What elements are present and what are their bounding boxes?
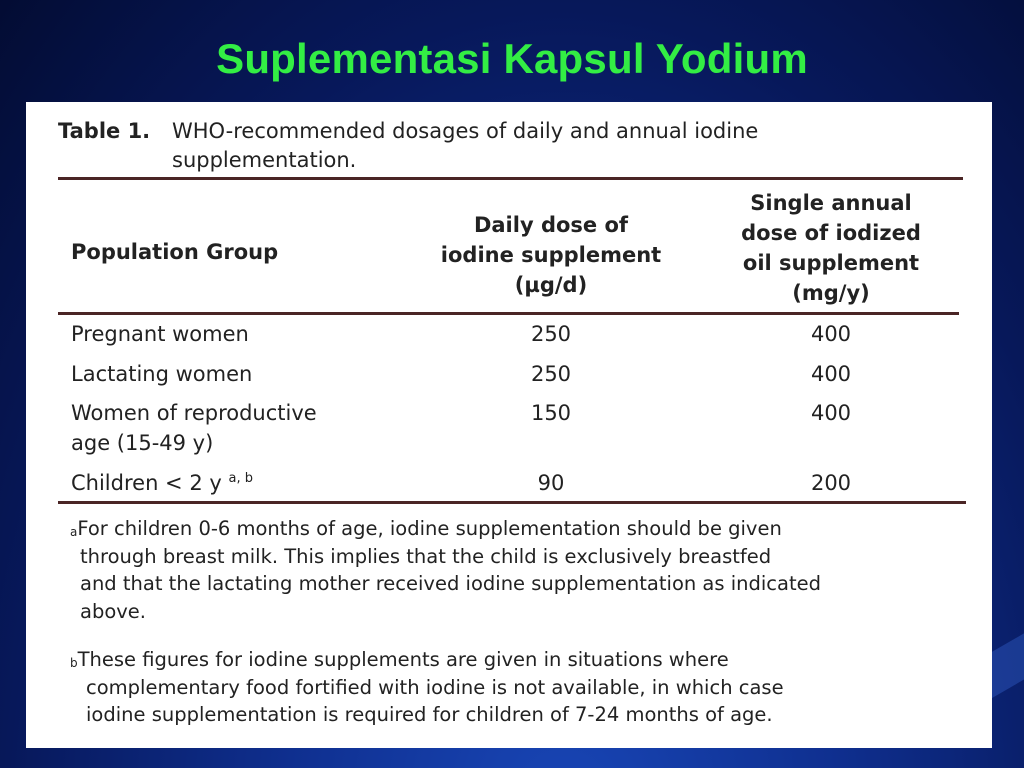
header-annual-dose — [706, 188, 956, 308]
footnote-mark: b — [70, 656, 78, 670]
cell-population — [71, 468, 401, 498]
footnote-line: complementary food fortified with iodine is not available, in which case — [86, 675, 784, 699]
cell-annual-dose: 400 — [810, 322, 852, 346]
header-daily-line: Daily dose of — [473, 213, 629, 237]
header-annual-line: (mg/y) — [792, 281, 870, 305]
caption-label: Table 1. — [58, 119, 151, 143]
footnote-a — [70, 515, 970, 625]
header-annual-line: oil supplement — [742, 251, 920, 275]
top-rule — [58, 177, 963, 180]
header-annual-line: Single annual — [750, 191, 912, 215]
footnote-line — [70, 515, 970, 543]
cell-annual-dose: 400 — [810, 401, 852, 425]
header-daily-line: iodine supplement — [440, 243, 662, 267]
cell-population-line: Women of reproductive — [71, 401, 317, 425]
table-panel — [26, 102, 992, 748]
bottom-rule — [58, 501, 966, 504]
header-rule — [58, 312, 959, 315]
header-population-group: Population Group — [71, 240, 279, 264]
table-caption — [58, 117, 958, 175]
cell-population — [71, 398, 401, 458]
footnote-line: iodine supplementation is required for children of 7-24 months of age. — [86, 703, 773, 726]
cell-daily-dose: 90 — [537, 471, 565, 495]
footnote-line: through breast milk. This implies that the child is exclusively breastfed — [80, 544, 772, 568]
cell-population-line: age (15-49 y) — [71, 431, 214, 455]
cell-annual-dose: 400 — [810, 362, 852, 386]
cell-population: Pregnant women — [71, 322, 249, 346]
header-annual-line: dose of iodized — [741, 221, 921, 245]
footnote-line: above. — [80, 599, 146, 623]
footnote-text: These figures for iodine supplements are given in situations where — [77, 648, 729, 671]
cell-annual-dose: 200 — [810, 471, 852, 495]
footnote-text: For children 0-6 months of age, iodine supplementation should be given — [77, 517, 782, 540]
cell-daily-dose: 250 — [530, 362, 572, 386]
footnote-reference: a, b — [228, 471, 253, 486]
footnote-mark: a — [70, 525, 78, 539]
slide-title: Suplementasi Kapsul Yodium — [216, 35, 808, 82]
cell-daily-dose: 150 — [530, 401, 572, 425]
cell-population: Lactating women — [71, 362, 253, 386]
footnote-line: and that the lactating mother received iodine supplementation as indicated — [80, 572, 821, 595]
caption-text: WHO-recommended dosages of daily and annual iodine supplementation. — [172, 119, 759, 172]
header-daily-line: (µg/d) — [514, 273, 588, 297]
footnote-line — [70, 646, 970, 674]
footnote-b — [70, 646, 970, 729]
cell-daily-dose: 250 — [530, 322, 572, 346]
header-daily-dose — [411, 210, 691, 300]
cell-population-text: Children < 2 y — [71, 471, 222, 495]
